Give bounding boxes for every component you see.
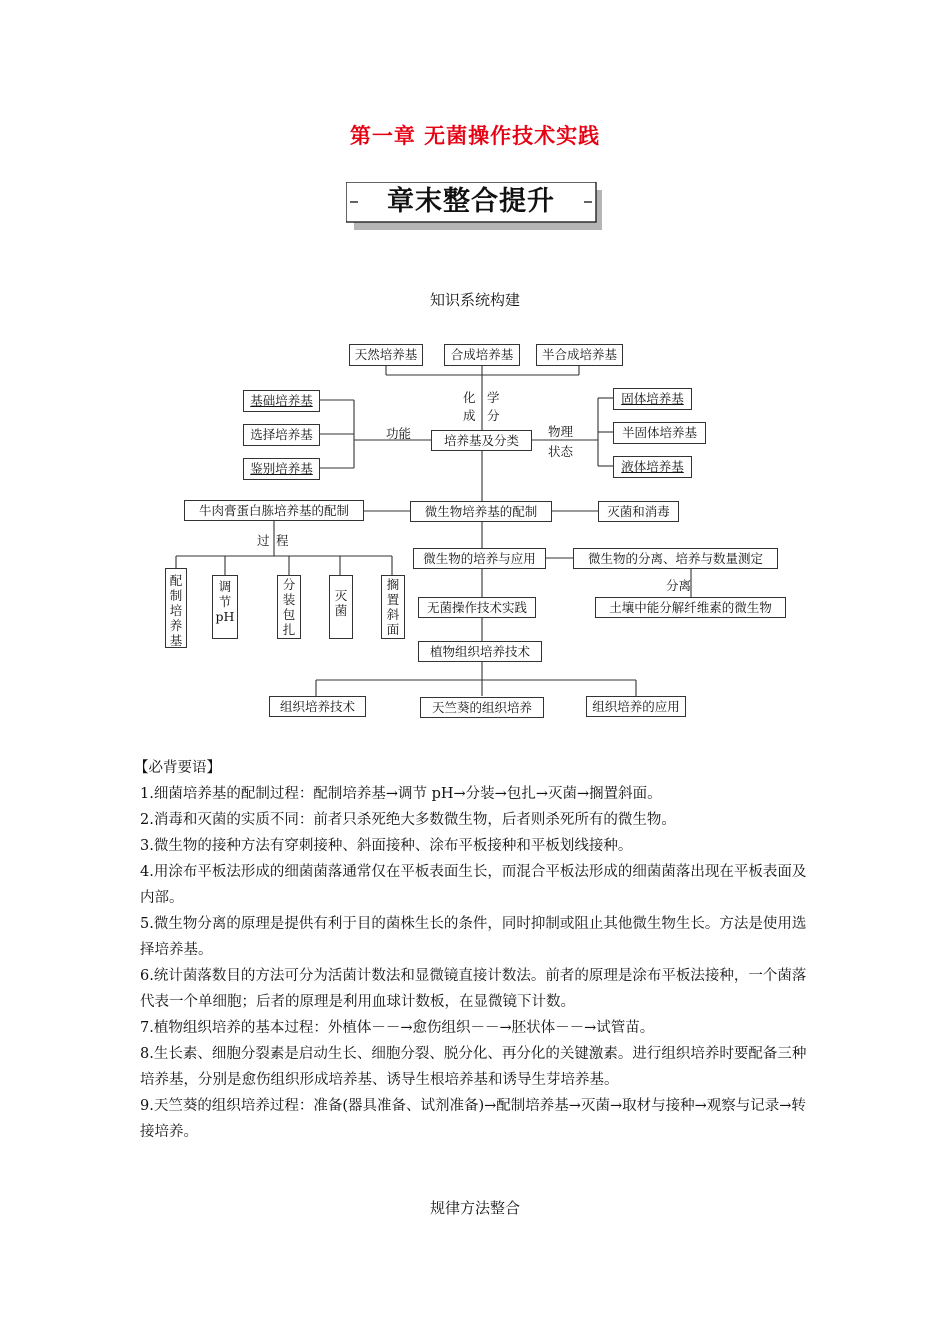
box-tissue-tech: 组织培养技术 xyxy=(269,696,366,717)
memorize-item: 1.细菌培养基的配制过程：配制培养基→调节 pH→分装→包扎→灭菌→搁置斜面。 xyxy=(140,786,662,802)
step5-char: 斜 xyxy=(386,607,400,622)
step2-char: pH xyxy=(215,609,235,624)
label-chem-2b: 分 xyxy=(487,408,500,423)
step5-char: 搁 xyxy=(386,577,400,592)
label-physical: 物理 xyxy=(548,424,574,439)
step5-char: 面 xyxy=(386,622,400,637)
box-synthetic-medium: 合成培养基 xyxy=(444,344,520,366)
step4-char: 菌 xyxy=(334,603,348,618)
box-basic-medium xyxy=(243,390,320,412)
box-semi-solid-medium: 半固体培养基 xyxy=(613,422,706,444)
memorize-item: 3.微生物的接种方法有穿刺接种、斜面接种、涂布平板接种和平板划线接种。 xyxy=(140,838,633,854)
step1-char: 养 xyxy=(169,618,183,633)
step3-char: 装 xyxy=(282,592,296,607)
step3-char: 扎 xyxy=(282,622,296,637)
step4-char: 灭 xyxy=(334,588,348,603)
memorize-item: 8.生长素、细胞分裂素是启动生长、细胞分裂、脱分化、再分化的关键激素。进行组织培养时要配备三种培养基，分别是愈伤组织形成培养基、诱导生根培养基和诱导生芽培养基。 xyxy=(140,1046,807,1088)
box-cellulose-microbes: 土壤中能分解纤维素的微生物 xyxy=(595,597,786,618)
box-sterilize-disinfect: 灭菌和消毒 xyxy=(598,501,679,522)
box-aseptic-technique: 无菌操作技术实践 xyxy=(418,597,536,618)
solid-medium-label: 固体培养基 xyxy=(621,391,684,406)
box-beef-medium-prep: 牛肉膏蛋白胨培养基的配制 xyxy=(184,500,364,521)
step1-char: 基 xyxy=(169,633,183,648)
step2-char: 调 xyxy=(218,579,232,594)
memorize-item: 2.消毒和灭菌的实质不同：前者只杀死绝大多数微生物，后者则杀死所有的微生物。 xyxy=(140,812,676,828)
step3-char: 包 xyxy=(282,607,296,622)
step1-char: 配 xyxy=(169,573,183,588)
label-chem-1b: 成 xyxy=(463,408,476,423)
liquid-medium-label: 液体培养基 xyxy=(621,459,684,474)
step-prepare-medium xyxy=(165,568,187,648)
step-adjust-ph xyxy=(212,575,238,639)
label-chem-2a: 学 xyxy=(487,390,500,405)
label-separation: 分离 xyxy=(666,578,692,593)
memorize-item: 4.用涂布平板法形成的细菌菌落通常仅在平板表面生长，而混合平板法形成的细菌菌落出现在平板表面及内部。 xyxy=(140,864,807,906)
basic-medium-label: 基础培养基 xyxy=(250,393,313,408)
must-memorize-heading: 【必背要语】 xyxy=(134,760,221,776)
box-tissue-application: 组织培养的应用 xyxy=(586,696,686,717)
section-heading-methods: 规律方法整合 xyxy=(429,1199,520,1217)
box-selective-medium: 选择培养基 xyxy=(243,424,320,446)
box-micro-medium-prep: 微生物培养基的配制 xyxy=(410,501,552,522)
chapter-title: 第一章 无菌操作技术实践 xyxy=(349,124,601,148)
label-state: 状态 xyxy=(548,444,574,459)
memorize-item: 5.微生物分离的原理是提供有利于目的菌株生长的条件，同时抑制或阻止其他微生物生长。方法是使用选择培养基。 xyxy=(140,916,807,958)
memorize-item: 9.天竺葵的组织培养过程：准备(器具准备、试剂准备)→配制培养基→灭菌→取材与接种→观察与记录→转接培养。 xyxy=(140,1098,806,1140)
step2-char: 节 xyxy=(218,594,232,609)
box-liquid-medium xyxy=(613,456,692,478)
box-isolation-count: 微生物的分离、培养与数量测定 xyxy=(573,548,778,569)
box-natural-medium: 天然培养基 xyxy=(349,344,423,366)
box-medium-classification: 培养基及分类 xyxy=(431,430,532,451)
banner-title: 章末整合提升 xyxy=(387,186,555,217)
differential-medium-label: 鉴别培养基 xyxy=(250,461,313,476)
must-memorize-section xyxy=(134,755,820,1145)
label-process-2: 程 xyxy=(276,533,289,548)
box-geranium-culture: 天竺葵的组织培养 xyxy=(420,697,544,718)
step1-char: 制 xyxy=(169,588,183,603)
box-differential-medium xyxy=(243,458,320,480)
step-slant xyxy=(381,575,405,639)
step5-char: 置 xyxy=(386,592,400,607)
label-chem-1a: 化 xyxy=(463,390,476,405)
memorize-item: 6.统计菌落数目的方法可分为活菌计数法和显微镜直接计数法。前者的原理是涂布平板法接种，一个菌落代表一个单细胞；后者的原理是利用血球计数板，在显微镜下计数。 xyxy=(140,968,807,1010)
section-heading-knowledge: 知识系统构建 xyxy=(429,291,520,309)
step-sterilize xyxy=(329,575,353,639)
box-culture-application: 微生物的培养与应用 xyxy=(413,548,546,569)
step3-char: 分 xyxy=(282,577,296,592)
step-dispense-wrap xyxy=(277,575,301,639)
box-semi-synthetic-medium: 半合成培养基 xyxy=(536,344,623,366)
memorize-item: 7.植物组织培养的基本过程：外植体－－→愈伤组织－－→胚状体－－→试管苗。 xyxy=(140,1020,655,1036)
box-plant-tissue-culture: 植物组织培养技术 xyxy=(418,641,542,662)
box-solid-medium xyxy=(613,388,692,410)
label-function: 功能 xyxy=(386,426,412,441)
label-process-1: 过 xyxy=(257,533,270,548)
step1-char: 培 xyxy=(169,603,183,618)
